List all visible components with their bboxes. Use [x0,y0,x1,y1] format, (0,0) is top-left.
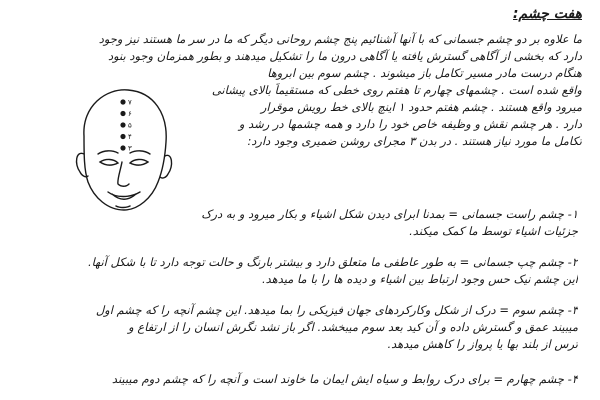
intro-line: دارد که بخشی از آگاهی گسترش یافته یا آگاهی درون ما را تشکیل میدهند و بطور همزمان وجود بنود [107,49,582,63]
eye-point-number: ۷ [128,98,132,107]
eye-point-dot [120,145,125,150]
intro-line: تکامل ما مورد نیاز هستند . در بدن ۳ مجرای روشن ضمیری وجود دارد: [247,134,582,148]
eye-point-number: ۴ [128,133,132,141]
page-title: هفت چشم: [512,6,582,22]
eye-marks [120,99,132,153]
intro-line: هنگام درست مادر مسیر تکامل باز میشوند . چشم سوم بین ابروها [267,66,582,80]
eye-point-dot [120,134,125,139]
intro-line: میرود واقع هستند . چشم هفتم حدود ۱ اینچ بالای خط رویش موقرار [260,100,582,114]
list-item-line: ۲- چشم چپ جسمانی = به طور عاطفی ما متعلق دارد و بیشتر بارنگ و حالت توجه دارد تا با شکل آنها. [87,255,578,269]
eye-point-number: ۶ [128,110,132,118]
list-item-line: جزئیات اشیاء توسط ما کمک میکند. [409,224,578,238]
list-item-line: این چشم نیک حس وجود ارتباط بین اشیاء و دیده ها را با ما میدهد. [261,272,578,286]
intro-line: واقع شده است . چشمهای چهارم تا هفتم روی خطی که مستقیماً بالای پیشانی [211,83,582,97]
list-item-line: میبیند عمق و گسترش داده و آن کید بعد سوم میبخشد. اگر باز نشد نگرش انسان را از ارتفاع و [128,320,578,334]
eye-point-dot [120,99,125,104]
list-item-line: ۳- چشم سوم = درک از شکل وکارکردهای جهان فیزیکی را بما میدهد. این چشم آنچه را که چشم اول [95,303,578,317]
head-outline [84,90,166,210]
list-item-line: ۴- چشم چهارم = برای درک روابط و سیاه ایش ایمان ما خاوند است و آنچه را که چشم دوم میبیند [111,372,578,386]
intro-line: دارد . هر چشم نقش و وظیفه خاص خود را دارد و همه چشمها در رشد و [238,117,582,131]
eye-point-dot [120,122,125,127]
intro-line: ما علاوه بر دو چشم جسمانی که با آنها آشنائیم پنج چشم روحانی دیگر که ما در سر ما هستند نیز وجود [98,32,582,46]
eye-point-dot [120,111,125,116]
eye-point-number: ۳ [128,144,132,153]
list-item-line: ۱- چشم راست جسمانی = بمدنا ابرای دیدن شکل اشیاء و بکار میرود و به درک [201,207,578,221]
face-sketch [62,84,182,216]
list-item-line: ترس از بلند بها یا پرواز را کاهش میدهد. [387,337,578,351]
eye-point-number: ۵ [128,121,132,130]
face-illustration [62,84,182,216]
